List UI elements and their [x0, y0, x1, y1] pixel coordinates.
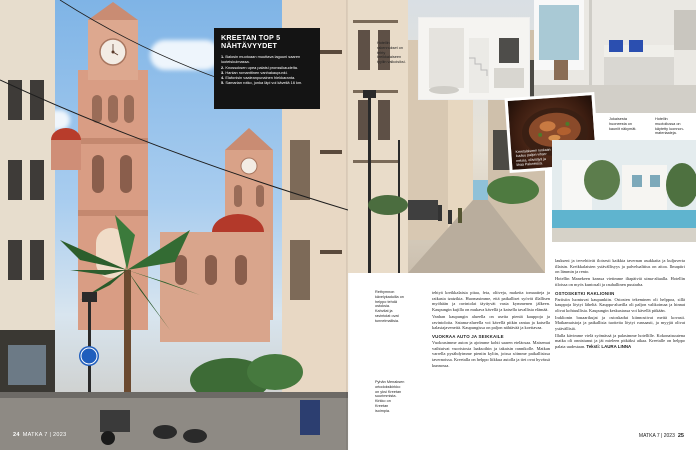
- caption-line: on yksi Kreetan: [375, 389, 402, 394]
- caption-line: Kirkko on: [375, 399, 391, 404]
- page-number: 24: [13, 432, 20, 438]
- caption-line: ravintolat ovat: [375, 313, 399, 318]
- caption-line: materiaaleja.: [655, 131, 677, 136]
- caption-line: suurimmista.: [375, 394, 397, 399]
- caption-line: rakennukset on: [377, 45, 403, 50]
- caption-line: Hotellin: [377, 41, 390, 45]
- caption-interior1: [377, 41, 413, 65]
- caption-line: kreikkalaiseen: [377, 55, 402, 60]
- caption-line: ortodoksikirkko: [375, 384, 401, 389]
- list-item-text: Hanian romanttinen vanhakaupunki.: [225, 69, 288, 75]
- top5-list: [221, 54, 314, 86]
- caption-line: lihaa Paloneissa.: [516, 161, 544, 168]
- section-heading: VUOKRAA AUTO JA SEIKKAILE: [432, 333, 504, 339]
- list-item-number: 3.: [221, 69, 225, 75]
- caption-line: Rethymnon: [375, 290, 395, 294]
- caption-interior2-right: [655, 117, 695, 136]
- caption-line: käytetty luonnon-: [655, 126, 684, 131]
- caption-line: tunnelmallisia.: [375, 318, 400, 323]
- interior-illustration: [419, 18, 530, 100]
- list-item-text: Balosin muotoaan muuttava laguuni saaren luoteiskulmassa.: [221, 54, 301, 65]
- top5-title-line1: KREETAN TOP 5: [221, 33, 281, 42]
- paragraph: Hotellin Manekeen kanssa vietimme iltapäiviä uima-altaalla. Hotellin tiloissa on myös kuntosali ja rauhallinen puutarha.: [555, 276, 685, 287]
- magazine-name: MATKA 7 | 2023: [638, 433, 675, 439]
- text-column-1: [432, 290, 550, 369]
- caption-line: ostoksia.: [375, 304, 390, 309]
- list-item-number: 4.: [221, 75, 225, 81]
- caption-line: Kahvilat ja: [375, 309, 393, 314]
- list-item-text: Knossoksen upea palatsi pronssikaudelta.: [225, 64, 299, 70]
- caption-line: kuuluu paljon vihan-: [515, 152, 548, 159]
- list-item-text: Elafonisin vaaleanpunainen hiekkaranta.: [225, 75, 296, 81]
- left-page-number: [13, 432, 66, 438]
- paragraph-text: Illalla kävimme vielä syömässä ja palasimme hotellille. Kokonaisuutena matka oli onnistunut ja jäi mieleen pitkäksi aikaa. Kreetalle on helppo palata uudestaan.: [555, 332, 685, 350]
- caption-line: tehty: [377, 50, 386, 55]
- paragraph: Vanhan kaupungin alueella on useita pieniä kauppoja ja ravintoloita. Satama-alueella voi kävellä pitkin rantaa ja katsella kalastajaveneitä. Kaupungissa on paljon nähtävää ja koettavaa.: [432, 313, 550, 331]
- caption-church: [375, 380, 413, 414]
- list-item: [221, 54, 314, 65]
- caption-line: Hotellin: [655, 117, 668, 121]
- caption-interior2-left: [609, 117, 649, 131]
- hotel-interior-photo: [418, 17, 530, 100]
- list-item-number: 2.: [221, 64, 225, 70]
- magazine-name: MATKA 7 | 2023: [22, 432, 67, 438]
- top5-title: [221, 34, 314, 50]
- list-item-text: Samarian rotko, jonka läpi voi käveliä 16 km.: [225, 80, 303, 86]
- top5-title-line2: NÄHTÄVYYDET: [221, 41, 278, 50]
- caption-line: helppo tehdä: [375, 299, 397, 304]
- text-column-2: [555, 258, 685, 351]
- paragraph: Iraklionin basaarikujat ja ostoskadut kiinnostivat meitä kovasti. Matkamuistoja ja paikallisia tuotteita löytyi runsaasti, ja myyjät olivat ystävällisiä.: [555, 314, 685, 332]
- caption-line: huoneesta on: [609, 121, 633, 126]
- caption-line: neksia, oliiviöljyä ja: [516, 156, 547, 163]
- caption-line: kävelykaduilla on: [375, 294, 404, 299]
- top5-sights-box: [214, 28, 320, 109]
- paragraph: Vuokrasimme auton ja ajoimme kohti saaren eteläosaa. Maisemat vaihtuivat vuoristosta laaksoihin ja takaisin rannikolle. Matkan varrella pysähdyimme pieniin kyliin, joissa söimme paikallisissa tavernoissa. Kreetalla on helppo liikkua autolla ja tiet ovat hyvässä kunnossa.: [432, 339, 550, 368]
- list-item-number: 1.: [221, 54, 225, 59]
- section-heading: OSTOSKETKI RAKLIONIIN: [555, 290, 615, 296]
- list-item-number: 5.: [221, 80, 225, 86]
- pool-illustration: [552, 140, 696, 242]
- paragraph: [555, 333, 685, 350]
- caption-line: tyyliin valkoisiksi.: [377, 60, 406, 65]
- caption-line: Kreetalaiseen ruokaan: [515, 147, 551, 155]
- caption-line: Pyhän Menaksen: [375, 380, 405, 384]
- list-item: [221, 80, 314, 85]
- caption-line: Kreetan: [375, 403, 389, 408]
- pool-photo: [552, 140, 696, 242]
- caption-line: muotoilussa on: [655, 121, 681, 126]
- paragraph: Pariisiin luontuvat kaupunkiin. Ostosten tekeminen oli helppoa, sillä kauppoja löytyi läheltä. Kauppa-alueilla oli paljon valikoimaa ja hinnat olivat kohtuullisia. Kaupungin keskustassa voi kävellä pitkään.: [555, 296, 685, 313]
- caption-line: isoimpia.: [375, 408, 390, 413]
- caption-line: kauniit näkymät.: [609, 126, 637, 131]
- page-number: 25: [677, 433, 684, 439]
- right-page-number: [639, 433, 684, 439]
- paragraph: tehtyä kreikkalaista pitaa, feta, oliiveja, makeita tomaatteja ja raikasta tzatzikia. Huomasimme, että paikalliset syövät illallisen myöhään ja ravintolat täyttyvät vasta kymmenen jälkeen. Kaupungin kujilla on mukava kävellä ja katsella tavallista elämää.: [432, 290, 550, 313]
- caption-line: Jokaisesta: [609, 117, 627, 121]
- paragraph: laukseni ja tervehtivät iloisesti kaikkia tavernan asukkaita ja kuljuverta illaisin. Kreikkalaisten ystävällisyys ja palvelualttius on aitoa. Ilmapiiri on lämmin ja rento.: [555, 258, 685, 275]
- author-credit: Teksti: LAURA LINNA: [586, 344, 632, 350]
- caption-street: [375, 290, 415, 324]
